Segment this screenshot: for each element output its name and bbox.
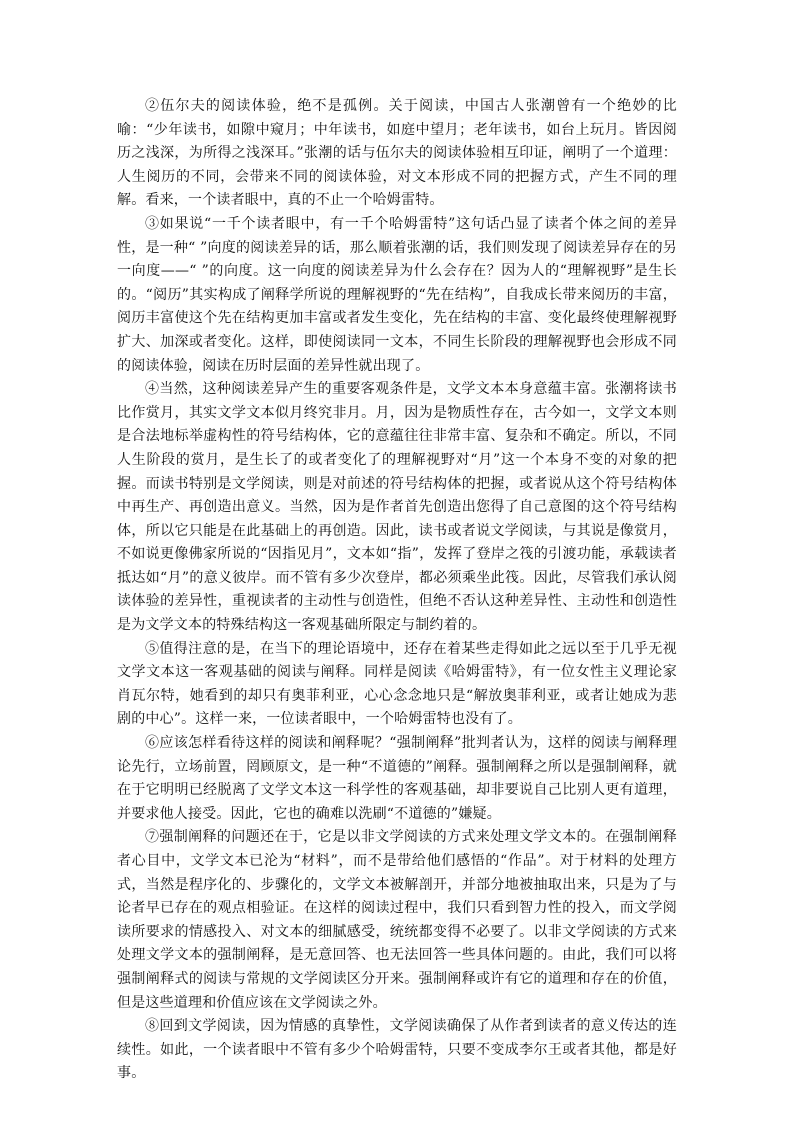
paragraph-3: ③如果说“一千个读者眼中，有一千个哈姆雷特”这句话凸显了读者个体之间的差异性，是一种“ ”向度的阅读差异的话，那么顺着张潮的话，我们则发现了阅读差异存在的另一向度——“ ”的向度。这一向度的阅读差异为什么会存在？因为人的“理解视野”是生长的。“阅历”其实构成了阐释学所说的理解视野的“先在结构”，自我成长带来阅历的丰富，阅历丰富使这个先在结构更加丰富或者发生变化，先在结构的丰富、变化最终使理解视野扩大、加深或者变化。这样，即使阅读同一文本，不同生长阶段的理解视野也会形成不同的阅读体验，阅读在历时层面的差异性就出现了。 <box>117 215 677 374</box>
paragraph-4: ④当然，这种阅读差异产生的重要客观条件是，文学文本本身意蕴丰富。张潮将读书比作赏月，其实文学文本似月终究非月。月，因为是物质性存在，古今如一，文学文本则是合法地标举虚构性的符号结构体，它的意蕴往往非常丰富、复杂和不确定。所以，不同人生阶段的赏月，是生长了的或者变化了的理解视野对“月”这一个本身不变的对象的把握。而读书特别是文学阅读，则是对前述的符号结构体的把握，或者说从这个符号结构体中再生产、再创造出意义。当然，因为是作者首先创造出您得了自己意图的这个符号结构体，所以它只能是在此基础上的再创造。因此，读书或者说文学阅读，与其说是像赏月，不如说更像佛家所说的“因指见月”，文本如“指”，发挥了登岸之筏的引渡功能，承载读者抵达如“月”的意义彼岸。而不管有多少次登岸，都必须乘坐此筏。因此，尽管我们承认阅读体验的差异性，重视读者的主动性与创造性，但绝不否认这种差异性、主动性和创造性是为文学文本的特殊结构这一客观基础所限定与制约着的。 <box>117 381 677 634</box>
paragraph-5: ⑤值得注意的是，在当下的理论语境中，还存在着某些走得如此之远以至于几乎无视文学文本这一客观基础的阅读与阐释。同样是阅读《哈姆雷特》，有一位女性主义理论家肖瓦尔特，她看到的却只有奥菲利亚，心心念念地只是“解放奥菲利亚，或者让她成为悲剧的中心”。这样一来，一位读者眼中，一个哈姆雷特也没有了。 <box>117 640 677 728</box>
paragraph-8: ⑧回到文学阅读，因为情感的真挚性，文学阅读确保了从作者到读者的意义传达的连续性。如此，一个读者眼中不管有多少个哈姆雷特，只要不变成李尔王或者其他，都是好事。 <box>117 1018 677 1082</box>
paragraph-2: ②伍尔夫的阅读体验，绝不是孤例。关于阅读，中国古人张潮曾有一个绝妙的比喻：“少年读书，如隙中窥月；中年读书，如庭中望月；老年读书，如台上玩月。皆因阅历之浅深，为所得之浅深耳。”张潮的话与伍尔夫的阅读体验相互印证，阐明了一个道理：人生阅历的不同，会带来不同的阅读体验，对文本形成不同的把握方式，产生不同的理解。看来，一个读者眼中，真的不止一个哈姆雷特。 <box>117 98 677 209</box>
article-body <box>117 95 677 1086</box>
paragraph-7: ⑦强制阐释的问题还在于，它是以非文学阅读的方式来处理文学文本的。在强制阐释者心目中，文学文本已沦为“材料”，而不是带给他们感悟的“作品”。对于材料的处理方式，当然是程序化的、步骤化的，文学文本被解剖开，并部分地被抽取出来，只是为了与论者早已存在的观点相验证。在这样的阅读过程中，我们只看到智力性的投入，而文学阅读所要求的情感投入、对文本的细腻感受，统统都变得不必要了。以非文学阅读的方式来处理文学文本的强制阐释，是无意回答、也无法回答一些具体问题的。由此，我们可以将强制阐释式的阅读与常规的文学阅读区分开来。强制阐释或许有它的道理和存在的价值，但是这些道理和价值应该在文学阅读之外。 <box>117 829 677 1011</box>
paragraph-6: ⑥应该怎样看待这样的阅读和阐释呢？“强制阐释”批判者认为，这样的阅读与阐释理论先行，立场前置，罔顾原文，是一种“不道德的”阐释。强制阐释之所以是强制阐释，就在于它明明已经脱离了文学文本这一科学性的客观基础，却非要说自己比别人更有道理，并要求他人接受。因此，它也的确难以洗刷“不道德的”嫌疑。 <box>117 735 677 822</box>
